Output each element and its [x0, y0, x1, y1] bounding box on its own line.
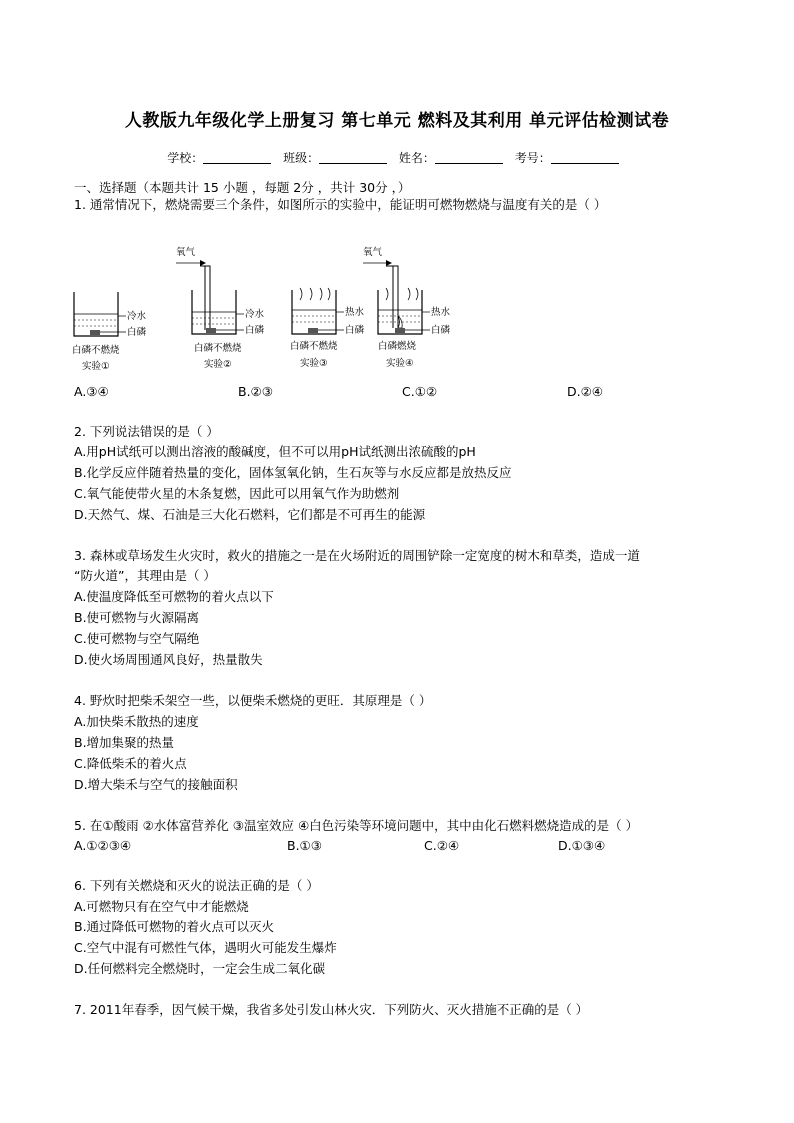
caption-4: 白磷燃烧: [378, 341, 417, 352]
q6-option-d[interactable]: D.任何燃料完全燃烧时，一定会生成二氧化碳: [74, 961, 326, 976]
q6-option-a[interactable]: A.可燃物只有在空气中才能燃烧: [74, 899, 249, 914]
q2-option-c[interactable]: C.氧气能使带火星的木条复燃，因此可以用氧气作为助燃剂: [74, 486, 400, 501]
experiment-2-label: 实验②: [204, 359, 232, 370]
question-4-stem: 4. 野炊时把柴禾架空一些，以便柴禾燃烧的更旺．其原理是（ ）: [74, 693, 432, 708]
question-2-stem: 2. 下列说法错误的是（ ）: [74, 424, 219, 439]
name-blank[interactable]: [435, 151, 503, 164]
section-heading: 一、选择题（本题共计 15 小题 ，每题 2分 ，共计 30分 ，）: [74, 180, 411, 195]
beaker-4: [363, 246, 451, 369]
cold-water-label-1: 冷水: [127, 311, 147, 322]
q3-option-c[interactable]: C.使可燃物与空气隔绝: [74, 631, 200, 646]
question-6-stem: 6. 下列有关燃烧和灭火的说法正确的是（ ）: [74, 878, 319, 893]
exam-title: 人教版九年级化学上册复习 第七单元 燃料及其利用 单元评估检测试卷: [124, 111, 670, 131]
exam-no-label: 考号：: [514, 151, 551, 165]
q2-option-b[interactable]: B.化学反应伴随着热量的变化，固体氢氧化钠，生石灰等与水反应都是放热反应: [74, 465, 512, 480]
white-phosphorus-label-4: 白磷: [431, 325, 451, 336]
q6-option-b[interactable]: B.通过降低可燃物的着火点可以灭火: [74, 919, 275, 934]
combustion-experiment-figure: [60, 238, 480, 378]
class-blank[interactable]: [319, 151, 387, 164]
white-phosphorus-label-3: 白磷: [345, 325, 365, 336]
q6-option-c[interactable]: C.空气中混有可燃性气体，遇明火可能发生爆炸: [74, 940, 337, 955]
beaker-3: [290, 288, 365, 369]
experiment-3-label: 实验③: [300, 358, 328, 369]
exam-no-blank[interactable]: [551, 151, 619, 164]
white-phosphorus-label-1: 白磷: [127, 327, 147, 338]
class-label: 班级：: [283, 151, 320, 165]
hot-water-label-2: 热水: [431, 307, 451, 318]
q1-option-b[interactable]: B.②③: [238, 384, 273, 399]
school-blank[interactable]: [203, 151, 271, 164]
q5-option-c[interactable]: C.②④: [424, 838, 460, 853]
q1-option-d[interactable]: D.②④: [567, 384, 604, 399]
q4-option-b[interactable]: B.增加集聚的热量: [74, 735, 175, 750]
q3-option-d[interactable]: D.使火场周围通风良好，热量散失: [74, 652, 263, 667]
q2-option-d[interactable]: D.天然气、煤、石油是三大化石燃料，它们都是不可再生的能源: [74, 507, 426, 522]
caption-1: 白磷不燃烧: [72, 345, 120, 356]
experiment-1-label: 实验①: [82, 361, 110, 372]
question-7-stem: 7. 2011年春季，因气候干燥，我省多处引发山林火灾．下列防火、灭火措施不正确的是（ ）: [74, 1002, 589, 1017]
question-3-stem-line-2: “防火道”，其理由是（ ）: [74, 568, 216, 583]
q5-option-d[interactable]: D.①③④: [558, 838, 606, 853]
q3-option-a[interactable]: A.使温度降低至可燃物的着火点以下: [74, 589, 274, 604]
experiment-4-label: 实验④: [386, 358, 414, 369]
question-5-stem: 5. 在①酸雨 ②水体富营养化 ③温室效应 ④白色污染等环境问题中，其中由化石燃料燃烧造成的是（ ）: [74, 818, 639, 833]
caption-3: 白磷不燃烧: [290, 341, 338, 352]
q4-option-d[interactable]: D.增大柴禾与空气的接触面积: [74, 777, 238, 792]
q1-option-c[interactable]: C.①②: [402, 384, 438, 399]
q2-option-a[interactable]: A.用pH试纸可以测出溶液的酸碱度，但不可以用pH试纸测出浓硫酸的pH: [74, 444, 476, 459]
oxygen-label-1: 氧气: [176, 247, 196, 258]
student-info-row: [0, 149, 794, 166]
hot-water-label-1: 热水: [345, 307, 365, 318]
beaker-1: [72, 292, 147, 372]
q4-option-c[interactable]: C.降低柴禾的着火点: [74, 756, 187, 771]
beaker-2: [176, 246, 265, 370]
caption-2: 白磷不燃烧: [194, 343, 242, 354]
school-label: 学校：: [167, 151, 204, 165]
oxygen-label-2: 氧气: [363, 247, 383, 258]
q5-option-b[interactable]: B.①③: [287, 838, 322, 853]
name-label: 姓名：: [398, 151, 435, 165]
q3-option-b[interactable]: B.使可燃物与火源隔离: [74, 610, 200, 625]
q4-option-a[interactable]: A.加快柴禾散热的速度: [74, 714, 199, 729]
cold-water-label-2: 冷水: [245, 309, 265, 320]
question-1-stem: 1. 通常情况下，燃烧需要三个条件，如图所示的实验中，能证明可燃物燃烧与温度有关的是（ ）: [74, 197, 607, 212]
question-3-stem-line-1: 3. 森林或草场发生火灾时，救火的措施之一是在火场附近的周围铲除一定宽度的树木和草类，造成一道: [74, 548, 640, 563]
white-phosphorus-label-2: 白磷: [245, 325, 265, 336]
q1-option-a[interactable]: A.③④: [74, 384, 109, 399]
q5-option-a[interactable]: A.①②③④: [74, 838, 132, 853]
